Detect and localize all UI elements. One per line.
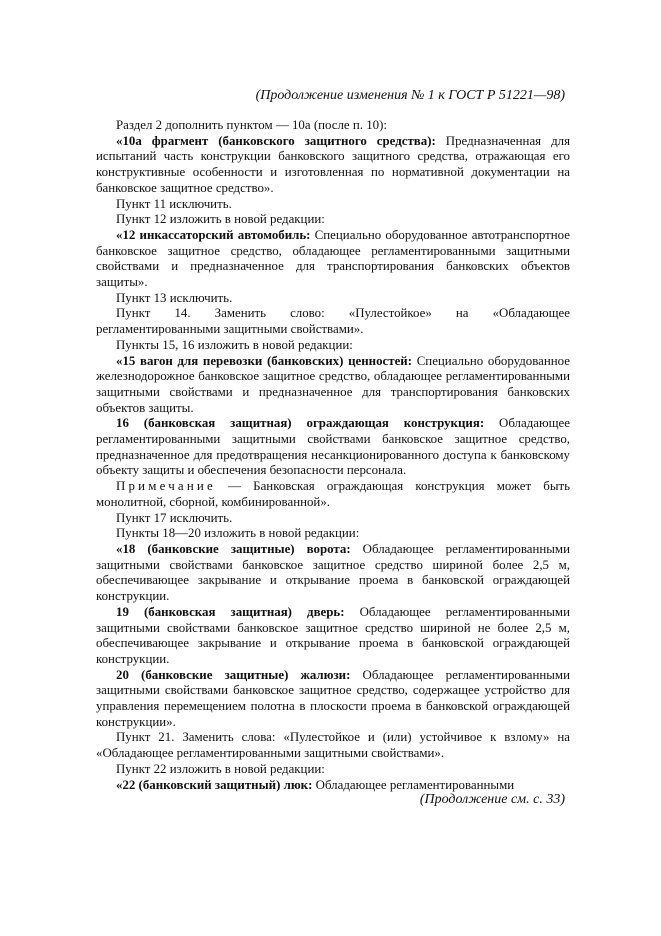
paragraph: Пункты 18—20 изложить в новой редакции: <box>116 526 360 541</box>
note-label: Примечание <box>116 479 216 494</box>
paragraph: «12 инкассаторский автомобиль: Специально оборудованное автотранспортное банковское защитное средство, обладающее регламентированными защитными свойствами и предназначенное для транспортирования банковских объектов защиты». <box>96 227 570 290</box>
paragraph: Пункт 17 исключить. <box>116 510 233 525</box>
note: Примечание — Банковская ограждающая конструкция может быть монолитной, сборной, комбинированной». <box>96 479 570 509</box>
term: 20 (банковские защитные) жалюзи: <box>116 667 351 682</box>
document-body <box>96 118 570 793</box>
term: «12 инкассаторский автомобиль: <box>116 227 311 242</box>
paragraph: 19 (банковская защитная) дверь: Обладающее регламентированными защитными свойствами банковское защитное средство шириной не более 2,5 м, обеспечивающее закрывание и открывание проема в банковской ограждающей конструкции. <box>96 604 570 666</box>
paragraph: «10а фрагмент (банковского защитного средства): Предназначенная для испытаний часть конструкции банковского защитного средства, отражающая его конструктивные особенности и изготовленная по нормативной документации на банковское защитное средство». <box>96 133 570 195</box>
term: 16 (банковская защитная) ограждающая конструкция: <box>116 416 485 431</box>
header-continuation: (Продолжение изменения № 1 к ГОСТ Р 51221—98) <box>255 88 565 103</box>
paragraph: Пункт 11 исключить. <box>116 196 232 211</box>
term: «22 (банковский защитный) люк: <box>116 777 313 792</box>
term: 19 (банковская защитная) дверь: <box>116 604 345 619</box>
paragraph: «22 (банковский защитный) люк: Обладающее регламентированными <box>116 777 515 792</box>
term: «10а фрагмент (банковского защитного средства): <box>116 133 436 148</box>
page-header <box>0 88 565 104</box>
paragraph: Пункт 13 исключить. <box>116 290 233 305</box>
paragraph: Раздел 2 дополнить пунктом — 10а (после п. 10): <box>116 118 387 132</box>
paragraph: Пункт 14. Заменить слово: «Пулестойкое» на «Обладающее регламентированными защитными свойствами». <box>96 306 570 337</box>
paragraph: 16 (банковская защитная) ограждающая конструкция: Обладающее регламентированными защитными свойствами банковское защитное средство, предназначенное для предотвращения несанкционированного доступа к банковскому объекту защиты и обеспечения безопасности персонала. <box>96 416 570 478</box>
paragraph: 20 (банковские защитные) жалюзи: Обладающее регламентированными защитными свойствами банковское защитное средство, содержащее устройство для управления перемещением полотна в плоскости проема в банковской ограждающей конструкции». <box>96 667 570 729</box>
paragraph: Пункты 15, 16 изложить в новой редакции: <box>116 337 353 352</box>
term: «15 вагон для перевозки (банковских) ценностей: <box>116 353 413 368</box>
paragraph: «15 вагон для перевозки (банковских) ценностей: Специально оборудованное железнодорожное банковское защитное средство, обладающее регламентированными защитными свойствами и предназначенное для транспортирования банковских объектов защиты. <box>96 353 570 415</box>
paragraph: Пункт 21. Заменить слова: «Пулестойкое и (или) устойчивое к взлому» на «Обладающее регламентированными защитными свойствами». <box>96 730 570 761</box>
term: «18 (банковские защитные) ворота: <box>116 541 351 556</box>
footer-continuation: (Продолжение см. с. 33) <box>419 792 565 807</box>
paragraph: «18 (банковские защитные) ворота: Обладающее регламентированными защитными свойствами банковское защитное средство шириной более 2,5 м, обеспечивающее закрывание и открывание проема в банковской ограждающей конструкции. <box>96 541 570 604</box>
page-footer <box>0 792 565 808</box>
paragraph: Пункт 22 изложить в новой редакции: <box>116 761 325 776</box>
paragraph: Пункт 12 изложить в новой редакции: <box>116 212 325 227</box>
